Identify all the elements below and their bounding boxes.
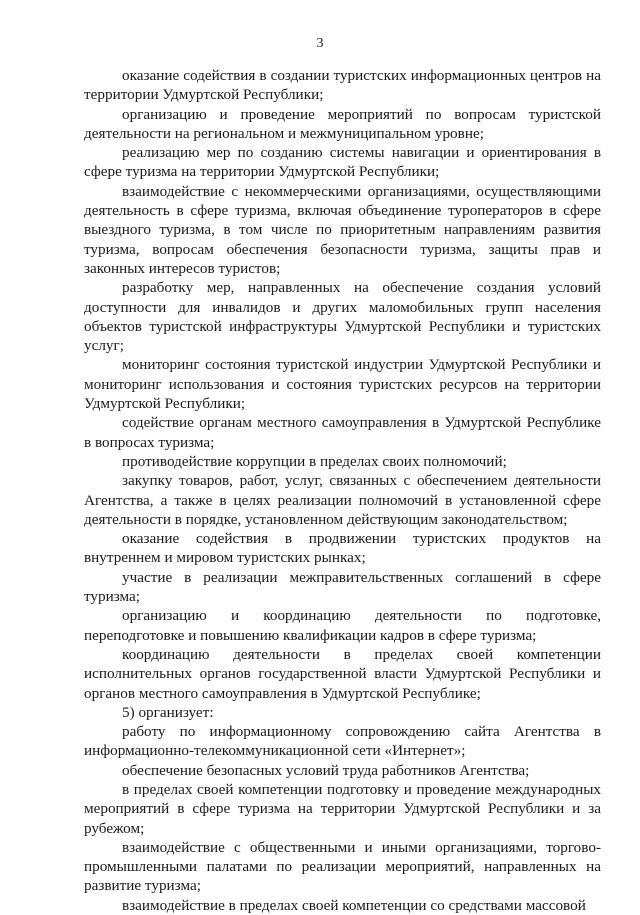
list-heading: 5) организует:	[122, 703, 214, 721]
page-number: 3	[316, 36, 324, 51]
paragraph: взаимодействие с общественными и иными организациями, торгово-промышленными палатами по реализации мероприятий, направленных на развитие туризма;	[84, 838, 601, 895]
document-body	[84, 66, 601, 915]
paragraph: обеспечение безопасных условий труда работников Агентства;	[122, 761, 530, 779]
paragraph: закупку товаров, работ, услуг, связанных с обеспечением деятельности Агентства, а также в целях реализации полномочий в установленной сфере деятельности в порядке, установленном действующим законодательством;	[84, 472, 601, 528]
paragraph: взаимодействие в пределах своей компетенции со средствами массовой	[122, 896, 586, 914]
paragraph: взаимодействие с некоммерческими организациями, осуществляющими деятельность в сфере туризма, включая объединение туроператоров в сфере выездного туризма, в том числе по приоритетным направлениям развития туризма, вопросам обеспечения безопасности туризма, защиты прав и законных интересов туристов;	[84, 182, 601, 277]
paragraph: содействие органам местного самоуправления в Удмуртской Республике в вопросах туризма;	[84, 414, 601, 451]
paragraph: организацию и проведение мероприятий по вопросам туристской деятельности на региональном и межмуниципальном уровне;	[84, 105, 601, 142]
paragraph: разработку мер, направленных на обеспечение создания условий доступности для инвалидов и других маломобильных групп населения объектов туристской инфраструктуры Удмуртской Республики и туристских услуг;	[84, 279, 601, 355]
paragraph: противодействие коррупции в пределах своих полномочий;	[122, 452, 507, 470]
paragraph: координацию деятельности в пределах своей компетенции исполнительных органов государственной власти Удмуртской Республики и органов местного самоуправления в Удмуртской Республике;	[84, 645, 601, 702]
paragraph: в пределах своей компетенции подготовку и проведение международных мероприятий в сфере туризма на территории Удмуртской Республики и за рубежом;	[84, 780, 601, 837]
paragraph: мониторинг состояния туристской индустрии Удмуртской Республики и мониторинг использования и состояния туристских ресурсов на территории Удмуртской Республики;	[84, 356, 601, 413]
paragraph: реализацию мер по созданию системы навигации и ориентирования в сфере туризма на территории Удмуртской Республики;	[84, 144, 601, 181]
paragraph: оказание содействия в создании туристских информационных центров на территории Удмуртской Республики;	[84, 67, 601, 104]
paragraph: оказание содействия в продвижении туристских продуктов на внутреннем и мировом туристских рынках;	[84, 530, 601, 567]
paragraph: участие в реализации межправительственных соглашений в сфере туризма;	[84, 568, 601, 606]
paragraph: организацию и координацию деятельности по подготовке, переподготовке и повышению квалификации кадров в сфере туризма;	[84, 607, 601, 644]
paragraph: работу по информационному сопровождению сайта Агентства в информационно-телекоммуникационной сети «Интернет»;	[84, 723, 601, 760]
